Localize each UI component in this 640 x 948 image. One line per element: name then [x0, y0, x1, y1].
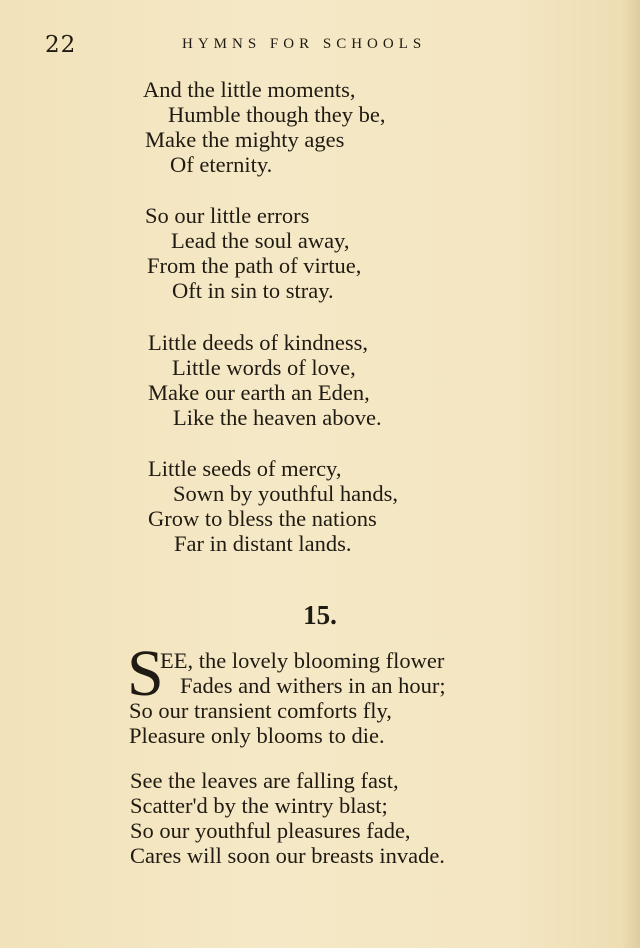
verse-line: Sown by youthful hands,: [173, 481, 398, 506]
running-title: HYMNS FOR SCHOOLS: [182, 36, 427, 52]
verse-line: Humble though they be,: [168, 102, 386, 127]
hymn-stanza-2: [0, 768, 640, 868]
verse-line: Cares will soon our breasts invade.: [130, 843, 445, 868]
verse-line: Pleasure only blooms to die.: [129, 723, 385, 748]
verse-line: Little deeds of kindness,: [148, 330, 368, 355]
stanza-2: [0, 203, 640, 303]
verse-line: So our little errors: [145, 203, 310, 228]
stanza-3: [0, 330, 640, 430]
verse-line: Far in distant lands.: [174, 531, 352, 556]
verse-line: Make our earth an Eden,: [148, 380, 370, 405]
verse-line: Little seeds of mercy,: [148, 456, 342, 481]
verse-line: Make the mighty ages: [145, 127, 345, 152]
verse-line: Oft in sin to stray.: [172, 278, 334, 303]
stanza-1: [0, 77, 640, 177]
drop-cap: S: [127, 637, 164, 710]
hymn-number: 15.: [303, 600, 337, 630]
verse-line: Of eternity.: [170, 152, 273, 177]
verse-line: Like the heaven above.: [173, 405, 382, 430]
verse-line: From the path of virtue,: [147, 253, 362, 278]
verse-line: Little words of love,: [172, 355, 356, 380]
verse-line: So our transient comforts fly,: [129, 698, 392, 723]
verse-line: See the leaves are falling fast,: [130, 768, 399, 793]
verse-line: And the little moments,: [143, 77, 356, 102]
page-header: [0, 30, 640, 60]
page-number: 22: [45, 32, 77, 58]
hymn-stanza-1: [0, 648, 640, 748]
verse-line: EE, the lovely blooming flower: [160, 648, 445, 673]
verse-line: Fades and withers in an hour;: [180, 673, 446, 698]
stanza-4: [0, 456, 640, 556]
verse-line: Scatter'd by the wintry blast;: [130, 793, 388, 818]
verse-line: Grow to bless the nations: [148, 506, 377, 531]
verse-line: So our youthful pleasures fade,: [130, 818, 411, 843]
verse-line: Lead the soul away,: [171, 228, 350, 253]
